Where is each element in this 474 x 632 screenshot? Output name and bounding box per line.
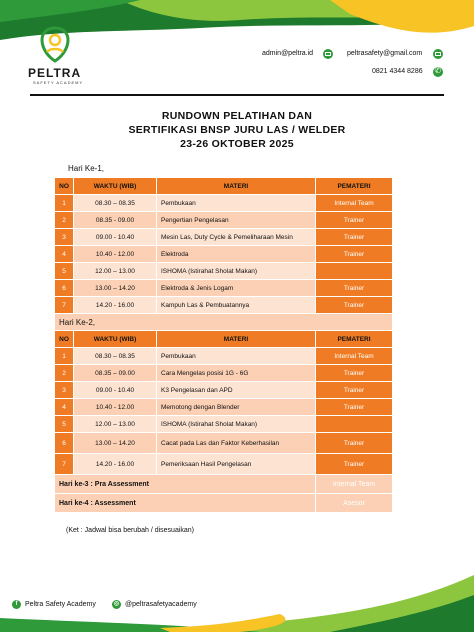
brand-name: PELTRA [28, 66, 82, 80]
day2-header-row [55, 331, 393, 348]
day1-label: Hari Ke-1, [68, 164, 105, 173]
day1-header-row [55, 178, 393, 195]
row-no: 4 [55, 246, 74, 263]
row-time: 09.00 - 10.40 [74, 229, 157, 246]
header-topic: MATERI [157, 178, 316, 195]
row-time: 08.35 – 09.00 [74, 365, 157, 382]
day3-label: Hari ke-3 : Pra Assessment [55, 475, 316, 494]
footer-facebook [12, 600, 96, 609]
instagram-icon: ◎ [113, 601, 120, 607]
header-time: WAKTU (WIB) [74, 331, 157, 348]
row-speaker [316, 263, 393, 280]
row-speaker: Trainer [316, 229, 393, 246]
facebook-text: Peltra Safety Academy [25, 601, 96, 608]
table-row [55, 212, 393, 229]
day3-speaker: Internal Team [316, 475, 393, 494]
brand-subtitle: SAFETY ACADEMY [33, 80, 84, 85]
table-row [55, 382, 393, 399]
row-time: 09.00 - 10.40 [74, 382, 157, 399]
table-row [55, 263, 393, 280]
day4-label: Hari ke-4 : Assessment [55, 494, 316, 513]
row-topic: Cacat pada Las dan Faktor Keberhasilan [157, 433, 316, 454]
row-speaker: Trainer [316, 246, 393, 263]
table-row [55, 229, 393, 246]
title-line-1: RUNDOWN PELATIHAN DAN [161, 110, 313, 122]
day4-row [55, 494, 393, 513]
row-no: 3 [55, 229, 74, 246]
table-row [55, 246, 393, 263]
row-time: 13.00 – 14.20 [74, 280, 157, 297]
row-time: 12.00 – 13.00 [74, 416, 157, 433]
title-line-3: 23-26 OKTOBER 2025 [180, 138, 294, 150]
row-topic: Pengertian Pengelasan [157, 212, 316, 229]
table-row [55, 399, 393, 416]
header-speaker: PEMATERI [316, 178, 393, 195]
phone-text: 0821 4344 8286 [372, 68, 423, 75]
table-row [55, 365, 393, 382]
footer-instagram [112, 600, 197, 609]
row-speaker: Trainer [316, 212, 393, 229]
row-topic: Memotong dengan Blender [157, 399, 316, 416]
instagram-text: @peltrasafetyacademy [125, 601, 197, 608]
row-topic: K3 Pengelasan dan APD [157, 382, 316, 399]
row-topic: ISHOMA (Istirahat Sholat Makan) [157, 416, 316, 433]
header-no: NO [55, 331, 74, 348]
row-no: 2 [55, 365, 74, 382]
row-time: 12.00 – 13.00 [74, 263, 157, 280]
header-speaker: PEMATERI [316, 331, 393, 348]
row-time: 10.40 - 12.00 [74, 246, 157, 263]
mail-icon [433, 49, 443, 59]
row-time: 08.30 – 08.35 [74, 348, 157, 365]
contact-email-admin [262, 50, 313, 57]
mail-icon [323, 49, 333, 59]
table-row [55, 348, 393, 365]
table-row [55, 416, 393, 433]
table-row [55, 454, 393, 475]
row-no: 6 [55, 433, 74, 454]
row-speaker: Trainer [316, 454, 393, 475]
table-row [55, 280, 393, 297]
row-topic: ISHOMA (Istirahat Sholat Makan) [157, 263, 316, 280]
day2-label: Hari Ke-2, [55, 314, 393, 331]
day1-table [54, 177, 393, 513]
email-text: admin@peltra.id [262, 50, 314, 57]
row-time: 08.30 – 08.35 [74, 195, 157, 212]
row-speaker: Trainer [316, 297, 393, 314]
row-speaker: Trainer [316, 382, 393, 399]
row-no: 1 [55, 195, 74, 212]
day2-label-row [55, 314, 393, 331]
schedule-note: (Ket : Jadwal bisa berubah / disesuaikan) [66, 527, 195, 534]
row-no: 5 [55, 416, 74, 433]
row-no: 6 [55, 280, 74, 297]
whatsapp-icon [433, 67, 443, 77]
row-speaker: Internal Team [316, 195, 393, 212]
row-time: 14.20 - 16.00 [74, 297, 157, 314]
row-no: 1 [55, 348, 74, 365]
header-topic: MATERI [157, 331, 316, 348]
row-topic: Elektroda [157, 246, 316, 263]
shield-logo-icon [38, 26, 72, 64]
row-time: 14.20 - 16.00 [74, 454, 157, 475]
row-time: 13.00 – 14.20 [74, 433, 157, 454]
row-no: 7 [55, 454, 74, 475]
table-row [55, 433, 393, 454]
row-no: 5 [55, 263, 74, 280]
row-speaker: Trainer [316, 365, 393, 382]
row-speaker: Trainer [316, 280, 393, 297]
row-no: 3 [55, 382, 74, 399]
header-divider [30, 94, 444, 96]
row-no: 4 [55, 399, 74, 416]
row-speaker: Trainer [316, 399, 393, 416]
row-speaker: Internal Team [316, 348, 393, 365]
row-no: 2 [55, 212, 74, 229]
header-time: WAKTU (WIB) [74, 178, 157, 195]
table-row [55, 195, 393, 212]
row-topic: Pemeriksaan Hasil Pengelasan [157, 454, 316, 475]
contact-phone [372, 68, 423, 75]
row-speaker [316, 416, 393, 433]
day4-speaker: Asesor [316, 494, 393, 513]
contact-email-gmail [347, 50, 422, 57]
email-text: peltrasafety@gmail.com [347, 50, 423, 57]
title-line-2: SERTIFIKASI BNSP JURU LAS / WELDER [128, 124, 346, 136]
row-no: 7 [55, 297, 74, 314]
row-time: 08.35 - 09.00 [74, 212, 157, 229]
row-topic: Pembukaan [157, 348, 316, 365]
peltra-logo [28, 26, 88, 64]
facebook-icon: f [12, 600, 21, 609]
row-topic: Pembukaan [157, 195, 316, 212]
row-topic: Mesin Las, Duty Cycle & Pemeliharaan Mesin [157, 229, 316, 246]
row-topic: Cara Mengelas posisi 1G - 6G [157, 365, 316, 382]
row-topic: Elektroda & Jenis Logam [157, 280, 316, 297]
row-topic: Kampuh Las & Pembuatannya [157, 297, 316, 314]
row-speaker: Trainer [316, 433, 393, 454]
row-time: 10.40 - 12.00 [74, 399, 157, 416]
day3-row [55, 475, 393, 494]
header-no: NO [55, 178, 74, 195]
table-row [55, 297, 393, 314]
